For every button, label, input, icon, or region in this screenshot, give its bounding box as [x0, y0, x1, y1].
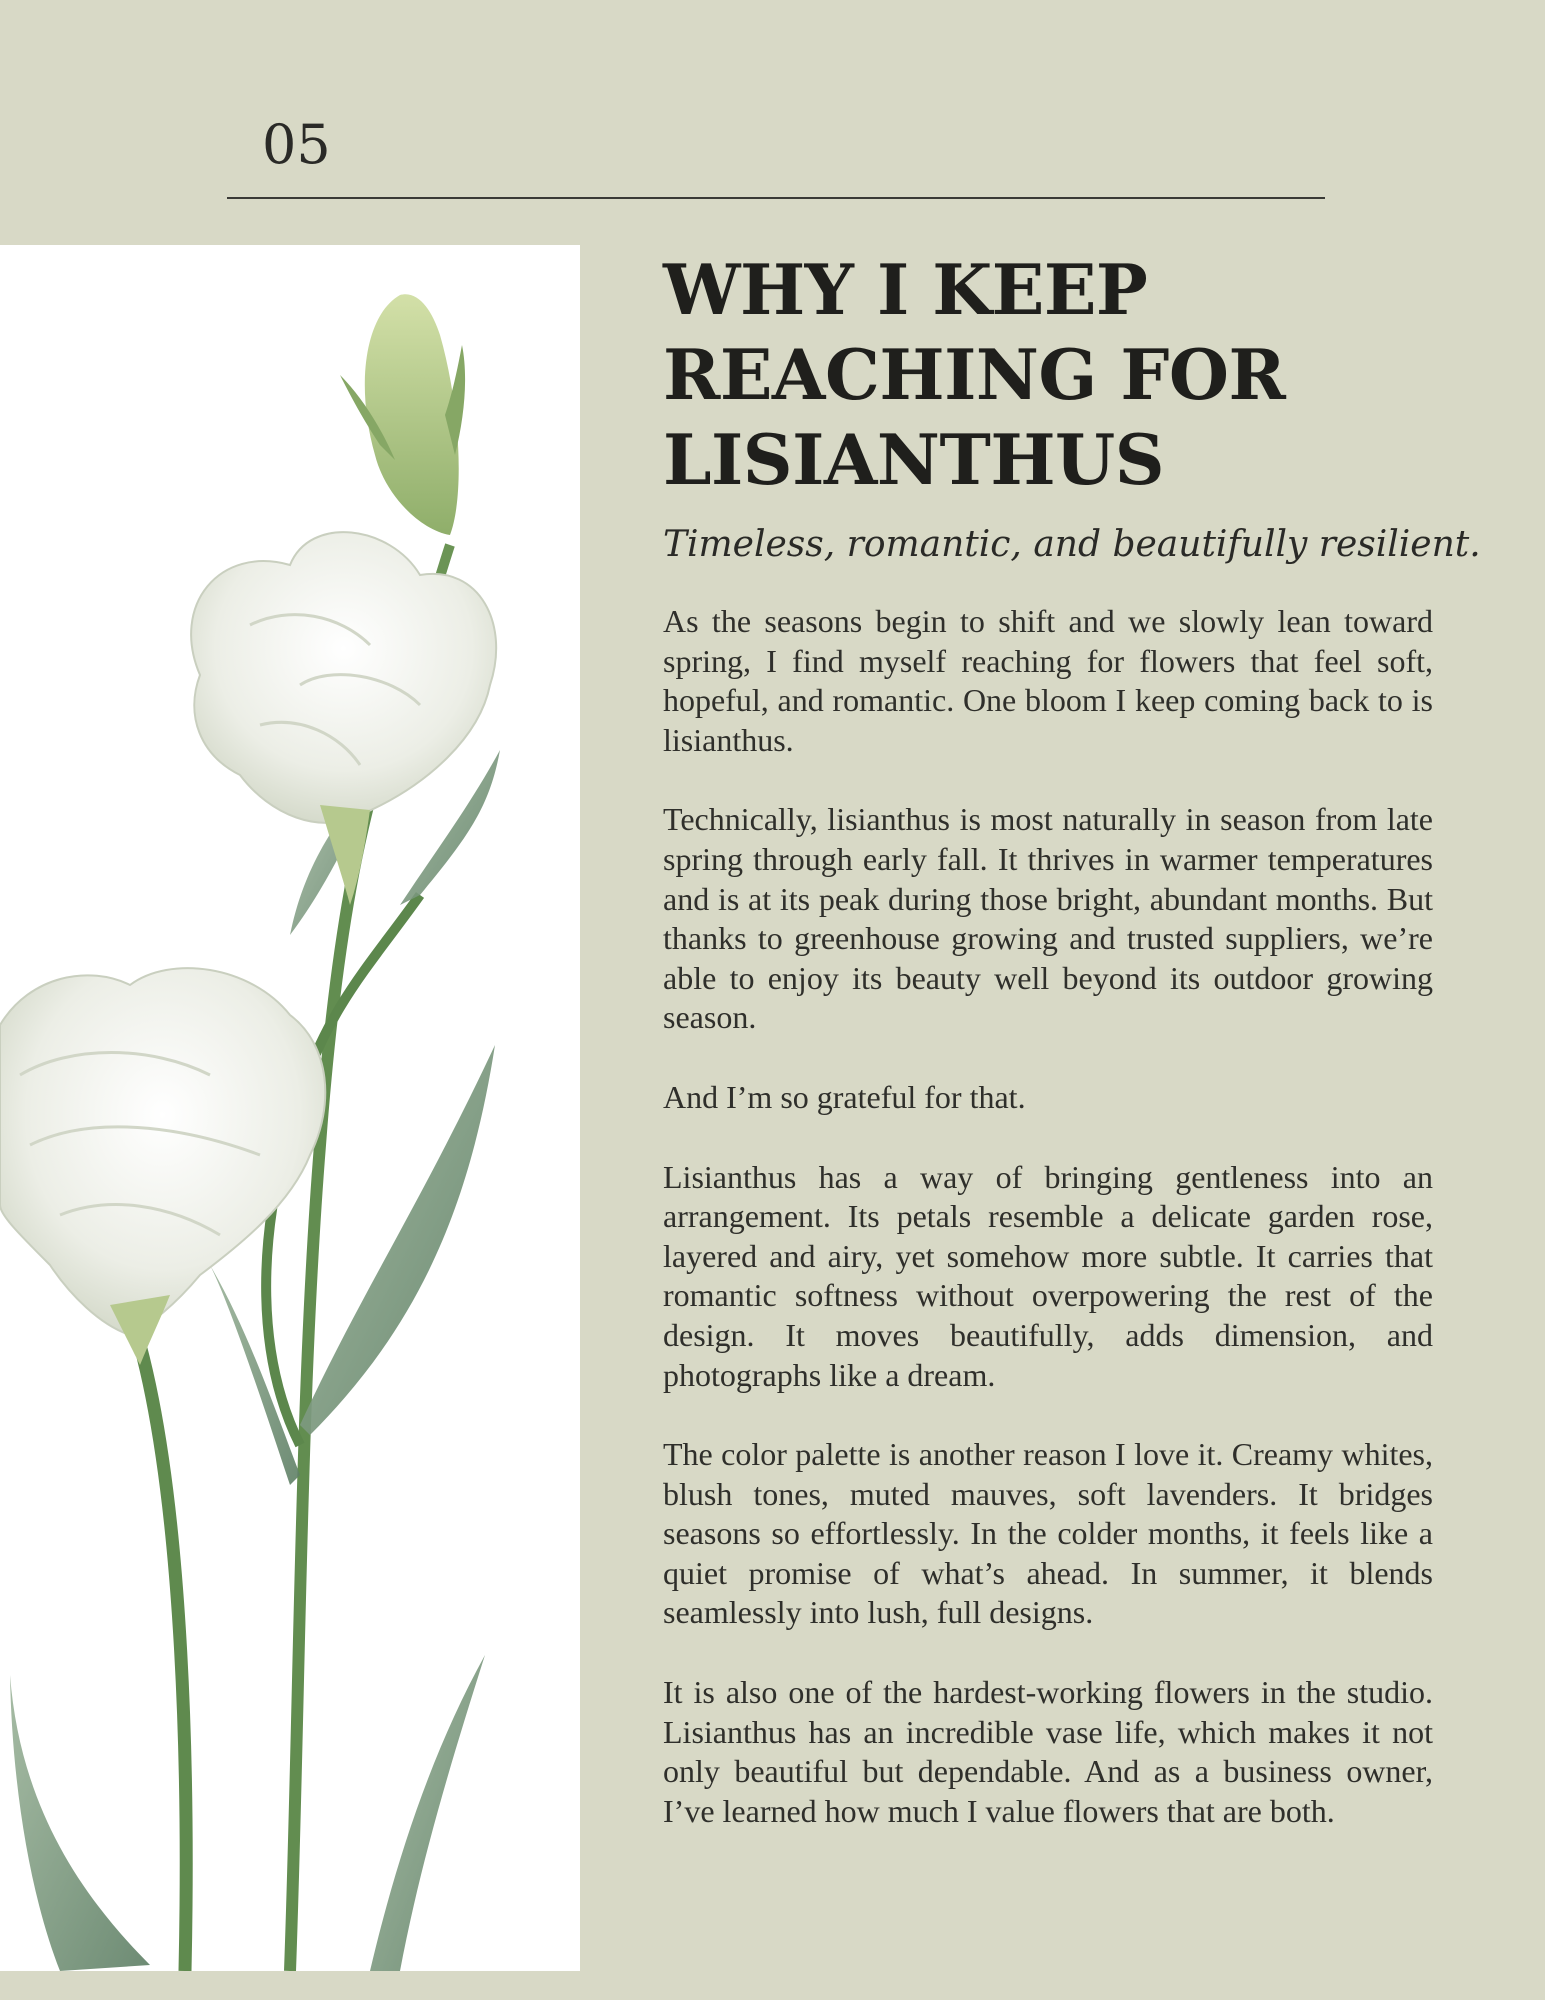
body-paragraph: It is also one of the hardest-working flowers in the studio. Lisianthus has an incredible vase life, which makes it not only beautiful but dependable. And as a business owner, I’ve learned how much I value flowers that are both.	[663, 1674, 1433, 1829]
page-number: 05	[262, 113, 331, 176]
body-paragraph: The color palette is another reason I love it. Creamy whites, blush tones, muted mauves, soft lavenders. It bridges seasons so effortlessly. In the colder months, it feels like a quiet promise of what’s ahead. In summer, it blends seamlessly into lush, full designs.	[663, 1436, 1433, 1631]
article-subtitle: Timeless, romantic, and beautifully resilient.	[663, 524, 1481, 565]
article-content	[663, 248, 1481, 1871]
lisianthus-illustration	[0, 245, 580, 1971]
body-paragraph: And I’m so grateful for that.	[663, 1078, 1026, 1115]
header-divider	[227, 197, 1325, 199]
lisianthus-illustration-icon	[0, 245, 580, 1971]
body-paragraph: Technically, lisianthus is most naturally in season from late spring through early fall. It thrives in warmer temperatures and is at its peak during those bright, abundant months. But thanks to greenhouse growing and trusted suppliers, we’re able to enjoy its beauty well beyond its outdoor growing season.	[663, 801, 1433, 1036]
article-title: WHY I KEEP REACHING FOR LISIANTHUS	[663, 250, 1286, 501]
body-paragraph: Lisianthus has a way of bringing gentleness into an arrangement. Its petals resemble a delicate garden rose, layered and airy, yet somehow more subtle. It carries that romantic softness without overpowering the rest of the design. It moves beautifully, adds dimension, and photographs like a dream.	[663, 1158, 1433, 1393]
body-paragraph: As the seasons begin to shift and we slowly lean toward spring, I find myself reaching for flowers that feel soft, hopeful, and romantic. One bloom I keep coming back to is lisianthus.	[663, 603, 1433, 758]
